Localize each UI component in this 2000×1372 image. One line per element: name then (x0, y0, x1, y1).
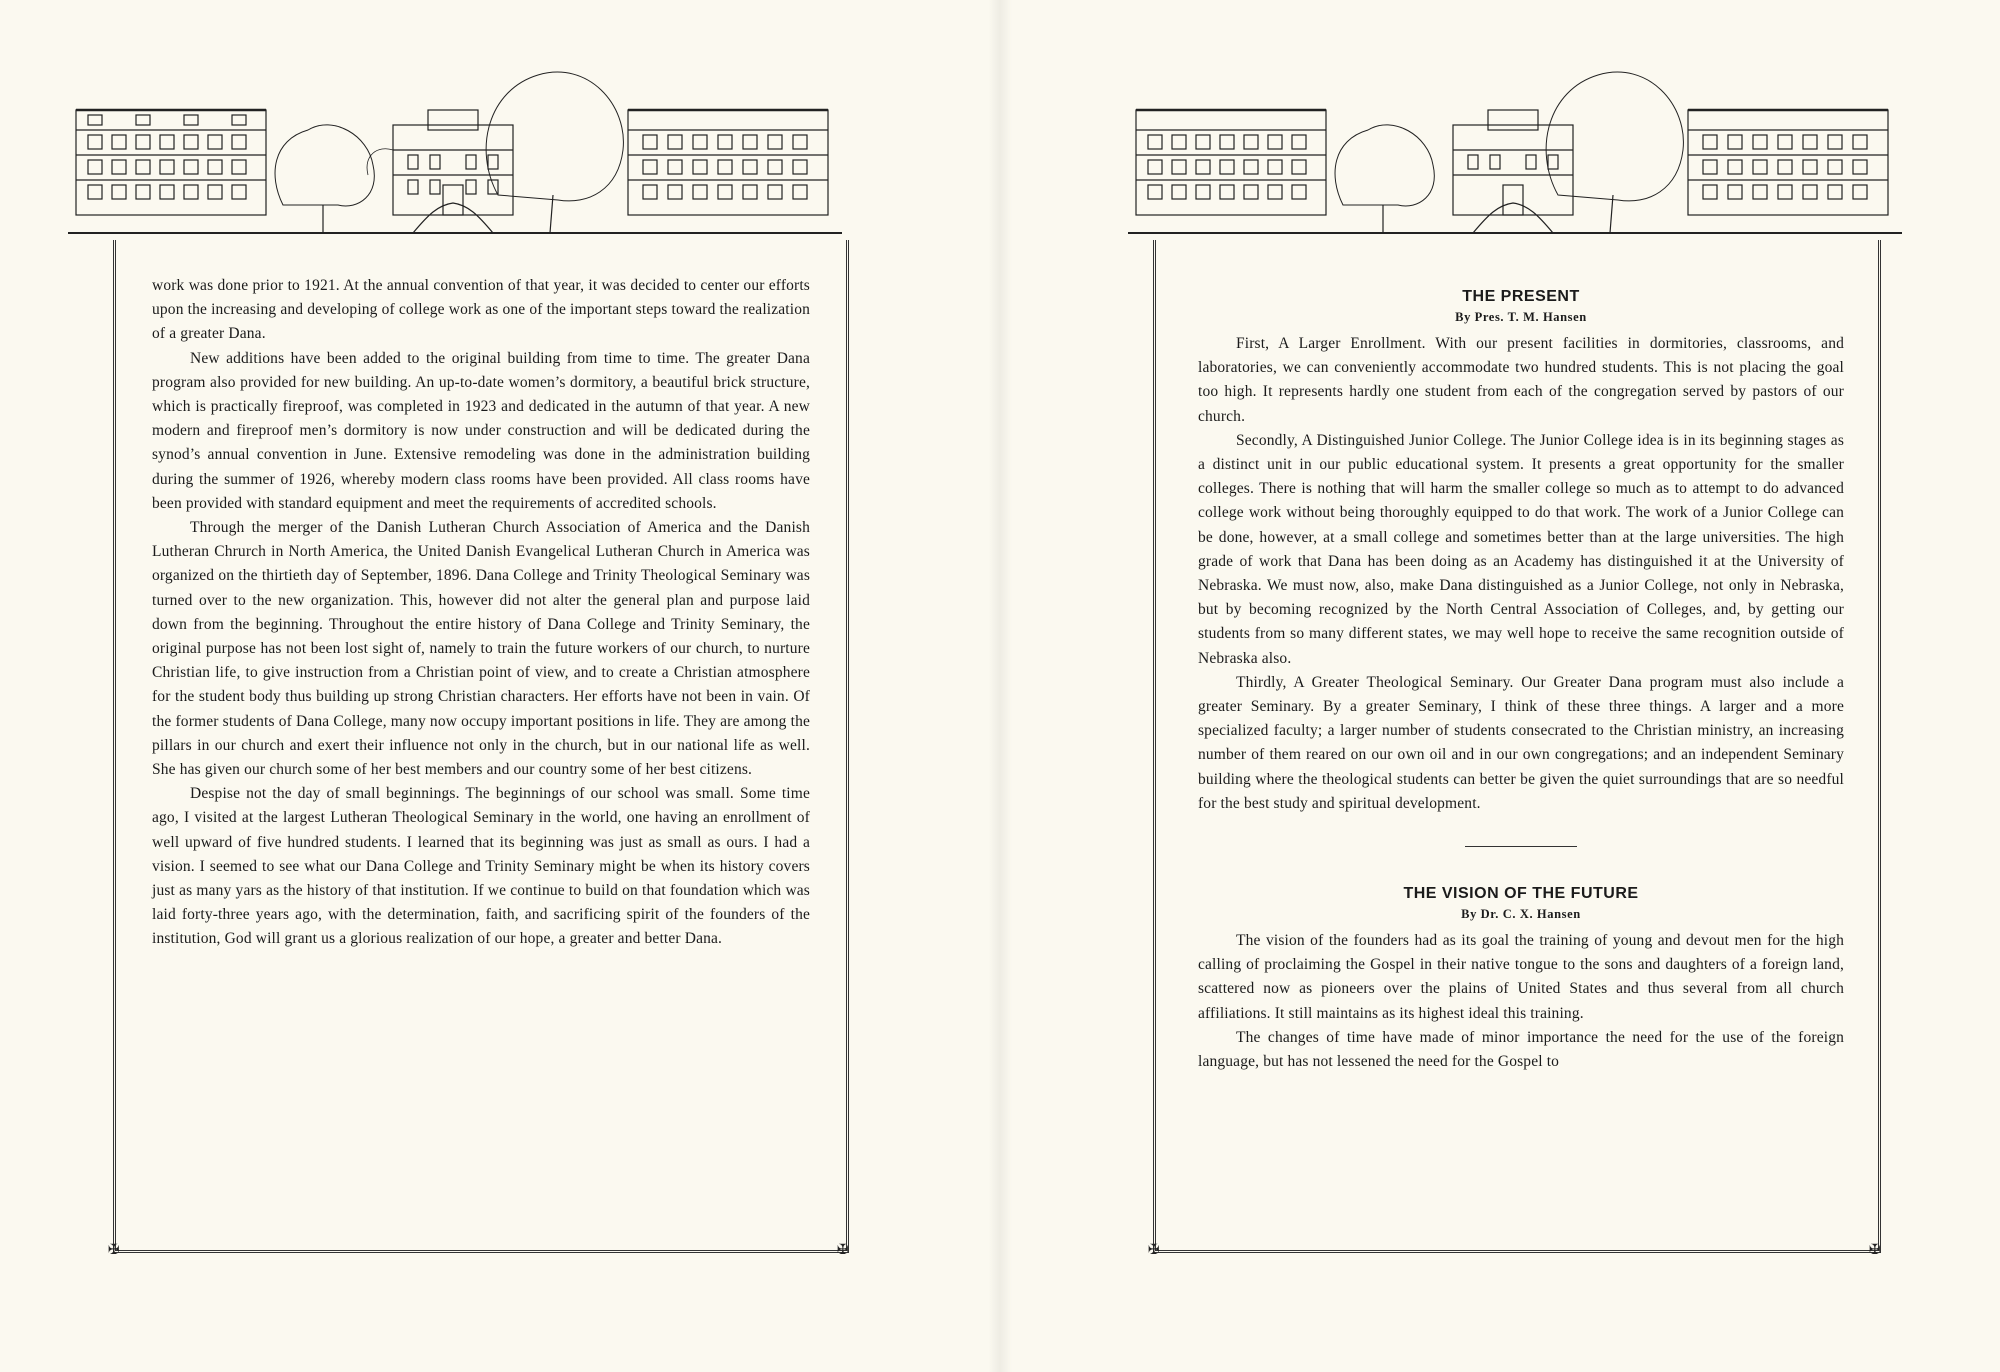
paragraph: Through the merger of the Danish Lutheran Church Association of America and the Danish Lutheran Chrurch in North America, the United Danish Evangelical Lutheran Church in America was organized on the thirtieth day of September, 1896. Dana College and Trinity Theological Seminary was turned over to the new organization. This, however did not alter the general plan and purpose laid down from the beginning. Throughout the entire history of Dana College and Trinity Seminary, the original purpose has not been lost sight of, namely to train the future workers of our church, to nurture Christian life, to give instruction from a Christian point of view, and to create a Christian atmosphere for the student body thus building up strong Christian characters. Her efforts have not been in vain. Of the former students of Dana College, many now occupy important positions in life. They are among the pillars in our church and exert their influence not only in the church, but in our national life as well. She has given our church some of her best members and our country some of her best citizens. (152, 519, 810, 779)
section-title-present: THE PRESENT (1462, 288, 1580, 305)
section-title-vision: THE VISION OF THE FUTURE (1403, 885, 1639, 903)
corner-ornament-icon: ✠ (837, 1242, 849, 1258)
paragraph: First, A Larger Enrollment. With our present facilities in dormitories, classrooms, and laboratories, we can conveniently accommodate two hundred students. This is not placing the goal too high. It represents hardly one student from each of the congregation served by pastors of our church. (1198, 335, 1844, 425)
byline-present: By Pres. T. M. Hansen (1455, 310, 1587, 324)
paragraph: Secondly, A Distinguished Junior College. The Junior College idea is in its beginning stages as a distinct unit in our public educational system. It presents a great opportunity for the smaller colleges. There is nothing that will harm the smaller college so much as to attempt to do advanced college work without being thoroughly equipped to do that work. The work of a Junior College can be done, however, at a small college and sometimes better than at the large universities. The high grade of work that Dana has been doing as an Academy has distinguished it at the University of Nebraska. We must now, also, make Dana distinguished as a Junior College, not only in Nebraska, but by becoming recognized by the North Central Association of Colleges, and, by getting our students from so many different states, we may well hope to receive the same recognition outside of Nebraska also. (1198, 431, 1844, 667)
campus-buildings-illustration (68, 55, 842, 240)
byline-vision: By Dr. C. X. Hansen (1461, 907, 1581, 922)
paragraph: Thirdly, A Greater Theological Seminary. Our Greater Dana program must also include a greater Seminary. By a greater Seminary, I think of these three things. A larger and a more specialized faculty; a larger number of students consecrated to the Christian ministry, an increasing number of them reared on our own oil and in our own congregations; and an independent Seminary building where the theological students can better be given the quiet surroundings that are so needful for the best study and spiritual development. (1198, 673, 1844, 812)
campus-buildings-illustration (1128, 55, 1902, 240)
corner-ornament-icon: ✠ (108, 1242, 120, 1258)
left-page-text (152, 274, 810, 952)
paragraph: New additions have been added to the original building from time to time. The greater Dana program also provided for new building. An up-to-date women’s dormitory, a beautiful brick structure, which is practically fireproof, was completed in 1923 and dedicated in the autumn of that year. A new modern and fireproof men’s dormitory is now under construction and will be dedicated during the synod’s annual convention in June. Extensive remodeling was done in the administration building during the summer of 1926, whereby modern class rooms have been provided. All class rooms have been provided with standard equipment and meet the requirements of accredited schools. (152, 349, 810, 512)
right-page-text (1198, 286, 1844, 1074)
paragraph: The vision of the founders had as its goal the training of young and devout men for the high calling of proclaiming the Gospel in their native tongue to the sons and daughters of a foreign land, scattered now as pioneers over the plains of United States and thus several from all church affiliations. It still maintains as its highest ideal this training. (1198, 932, 1844, 1022)
section-divider (1465, 846, 1577, 847)
right-page (1000, 0, 2000, 1372)
corner-ornament-icon: ✠ (1148, 1242, 1160, 1258)
paragraph: The changes of time have made of minor importance the need for the use of the foreign language, but has not lessened the need for the Gospel to (1198, 1028, 1844, 1071)
paragraph: work was done prior to 1921. At the annual convention of that year, it was decided to center our efforts upon the increasing and developing of college work as one of the important steps toward the realization of a greater Dana. (152, 277, 810, 343)
corner-ornament-icon: ✠ (1869, 1242, 1881, 1258)
paragraph: Despise not the day of small beginnings. The beginnings of our school was small. Some time ago, I visited at the largest Lutheran Theological Seminary in the world, one having an enrollment of well upward of five hundred students. I learned that its beginning was just as small as ours. I had a vision. I seemed to see what our Dana College and Trinity Seminary might be when its history covers just as many yars as the history of that institution. If we continue to build on that foundation which was laid forty-three years ago, with the determination, faith, and sacrificing spirit of the founders of the institution, God will grant us a glorious realization of our hope, a greater and better Dana. (152, 785, 810, 948)
